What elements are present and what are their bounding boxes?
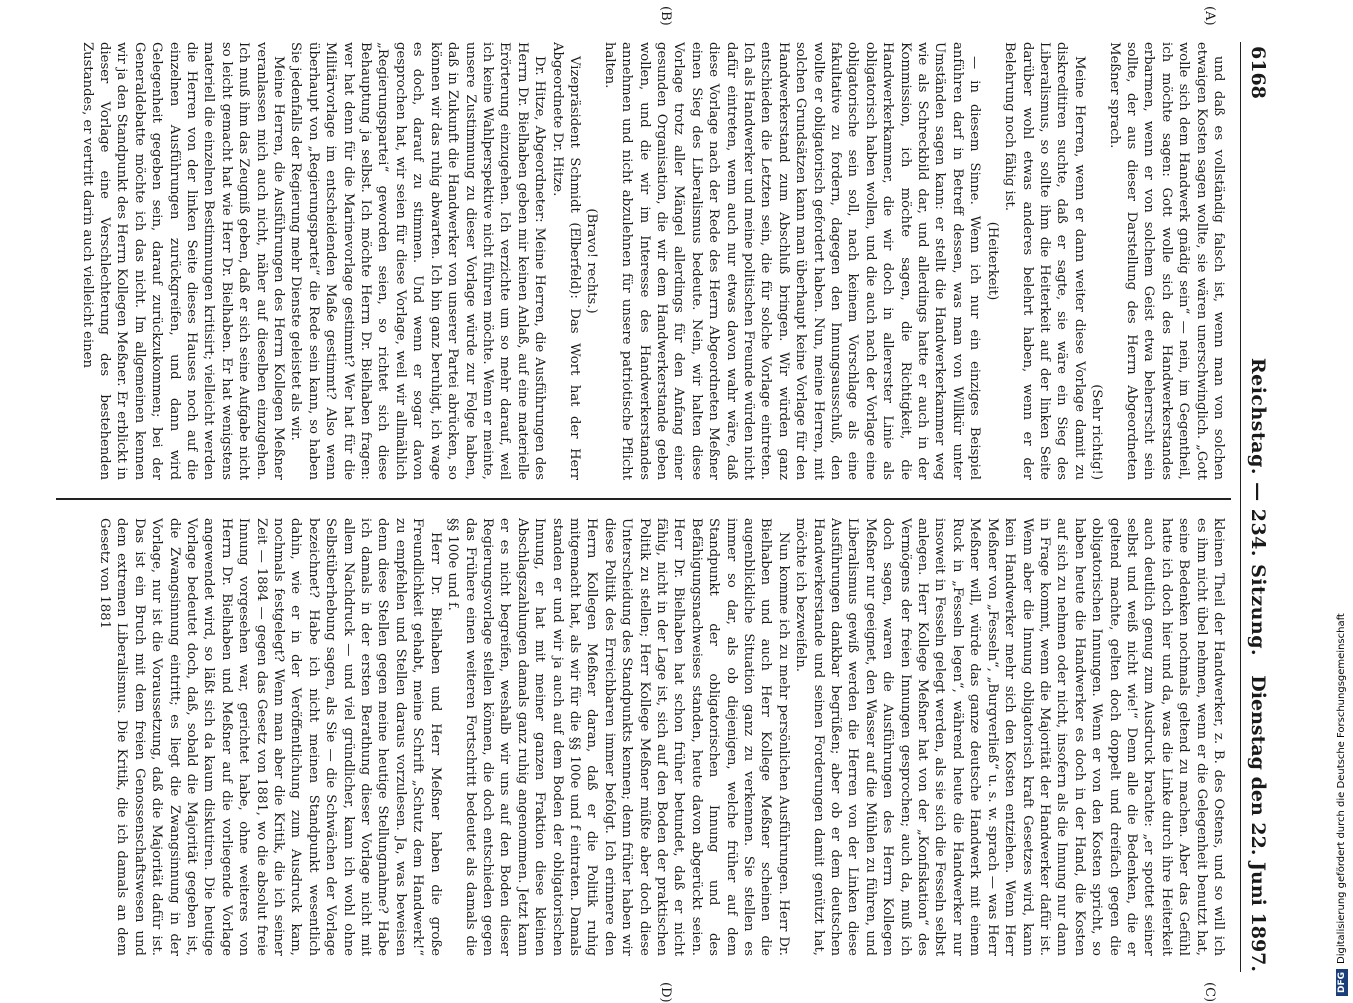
speaker-paragraph: Vizepräsident Schmidt (Elberfeld): Das Wort hat der Herr Abgeordnete Dr. Hitze. [549, 42, 582, 480]
margin-mark-b: (B) [658, 6, 673, 26]
running-head: Reichstag. — 234. Sitzung. [1247, 357, 1269, 657]
paragraph: Meine Herren, wenn er dann weiter diese Vorlage damit zu diskreditiren suchte, daß er sagte, sie wäre ein Sieg des Liberalismus, so sollte ihm die Heiterkeit auf der linken Seite darüber wohl etwas anderes belehrt haben, wenn er der Belehrung noch fähig ist. [1002, 42, 1087, 480]
interjection: (Heiterkeit) [984, 221, 1000, 301]
speaker-paragraph: Dr. Hitze, Abgeordneter: Meine Herren, die Ausführungen des Herrn Dr. Bielhaben geben mir keinen Anlaß, auf eine materielle Erörterung einzugehen. Ich verzichte um so mehr darauf, weil ich keine Wahlperspektive nicht führen möchte. Wenn er meinte, unsere Zustimmung zu dieser Vorlage würde zur Folge haben, daß in Zukunft die Handwerker von unserer Partei abrücken, so können wir das ruhig abwarten. Ich bin ganz beruhigt, ich wage es doch, darauf zu stimmen. Und wenn er sogar davon gesprochen hat, wir seien für diese Vorlage, weil wir allmählich „Regierungspartei“ geworden seien, so richtet sich diese Behauptung ja selbst. Ich möchte Herrn Dr. Bielhaben fragen: wer hat denn für die Marinevorlage gestimmt? Wer hat für die Militärvorlage im entscheidenden Maße gestimmt? Also wenn überhaupt von „Regierungspartei“ die Rede sein kann, so haben Sie jedenfalls der Regierung mehr Dienste geleistet als wir. [288, 42, 548, 480]
page-header [1240, 42, 1273, 972]
margin-mark-d: (D) [658, 982, 673, 1003]
margin-mark-a: (A) [1202, 6, 1217, 26]
page-number: 6168 [1247, 46, 1269, 99]
paragraph: Herr Dr. Bielhaben und Herr Meßner haben die große Freundlichkeit gehabt, meine Schrift „Schutz dem Handwerk!“ zu empfehlen und Stellen daraus vorzulesen. Ja, was beweisen denn diese Stellen gegen meine heutige Stellungnahme? Habe ich damals in der ersten Berathung dieser Vorlage nicht mit allem Nachdruck — und viel gründlicher, kann ich wohl ohne Selbstüberhebung sagen, als Sie — die Schwächen der Vorlage bezeichnet? Habe ich nicht meinen Standpunkt wesentlich dahin, wie er in der Veröffentlichung zum Ausdruck kam, nochmals festgelegt? Wenn man aber die Kritik, die ich seiner Zeit — 1884 — gegen das Gesetz von 1881, wo die absolut freie Innung vorgesehen war, gerichtet habe, ohne weiteres von Herrn Dr. Bielhaben und Meßner auf die vorliegende Vorlage angewendet wird, so läßt sich da kaum diskutiren. Die heutige Vorlage bedeutet doch, daß, sobald die Majorität gegeben ist, die Zwangsinnung eintritt; es liegt die Zwangsinnung in der Vorlage, nur ist die Voraussetzung, daß die Majorität dafür ist. Das ist ein Bruch mit dem freien Genossenschaftswesen und dem extremen Liberalismus. Die Kritik, die ich damals an dem Gesetz von 1881 [97, 518, 443, 956]
interjection: (Bravo! rechts.) [584, 208, 600, 314]
left-column [57, 42, 1227, 480]
interjection: (Sehr richtig!) [1089, 384, 1105, 480]
issue-date: Dienstag den 22. Juni 1897. [1247, 675, 1269, 972]
column-divider [56, 498, 1231, 500]
paragraph: kleinen Theil der Handwerker, z. B. des Ostens, und so will ich es ihm nicht übel nehmen, wenn er die Gelegenheit benutzt hat, seine Bedenken nochmals geltend zu machen. Aber das Gefühl hatte ich doch hier und da, was die Linke durch ihre Heiterkeit auch deutlich genug zum Ausdruck brachte: „er spottet seiner selbst und weiß nicht wie!“ Denn alle die Bedenken, die er geltend machte, gelten doch doppelt und dreifach gegen die obligatorischen Innungen. Wenn er von den Kosten spricht, so haben heute die Handwerker es doch in der Hand, die Kosten auf sich zu nehmen oder nicht, insofern als die Innung nur dann in Frage kommt, wenn die Majorität der Handwerker dafür ist. Wenn aber die Innung obligatorisch kraft Gesetzes wird, kann kein Handwerker mehr sich den Kosten entziehen. Wenn Herr Meßner von „Fesseln“, „Burgverließ“ u. s. w. sprach — was Herr Meßner will, würde das ganze deutsche Handwerk mit einem Ruck in „Fesseln legen“, während heute die Handwerker nur insoweit in Fesseln gelegt werden, als sie sich die Fesseln selbst anlegen. Herr Kollege Meßner hat von der „Konfiskation“ des Vermögens der freien Innungen gesprochen; auch da, muß ich doch sagen, waren die Ausführungen des Herrn Kollegen Meßner nur geeignet, den Wasser auf die Mühlen zu führen, und Liberalismus gewiß werden die Herren von der Linken diese Ausführungen dankbar begrüßen; aber ob er dem deutschen Handwerkerstande und seinen Forderungen damit genützt hat, möchte ich bezweifeln. [793, 518, 1226, 956]
margin-mark-c: (C) [1202, 982, 1217, 1003]
paragraph: Meine Herren, die Ausführungen des Herrn Kollegen Meßner veranlassen mich auch nicht, näher auf dieselben einzugehen. Ich muß ihm das Zeugniß geben, daß er sich seine Aufgabe nicht so leicht gemacht hat wie Herr Dr. Bielhaben. Er hat wenigstens materiell die einzelnen Bestimmungen kritisirt; vielleicht werden die Herren von der linken Seite dieses Hauses noch auf die einzelnen Ausführungen zurückgreifen, und dann wird Gelegenheit gegeben sein, darauf zurückzukommen; bei der Generaldebatte möchte ich das nicht. Im allgemeinen kennen wir ja den Standpunkt des Herrn Kollegen Meßner. Er erblickt in dieser Vorlage eine Verschlechterung des bestehenden Zustandes, er vertritt darin auch vielleicht einen [79, 42, 287, 480]
digitization-footer [1330, 0, 1353, 1000]
dfg-logo-icon: DFG [1336, 969, 1348, 996]
paragraph: Nun komme ich zu mehr persönlichen Ausführungen. Herr Dr. Bielhaben und auch Herr Kollege Meßner scheinen die augenblickliche Situation ganz zu verkennen. Sie stellen es immer so dar, als ob diejenigen, welche früher auf dem Standpunkt der obligatorischen Innung und des Befähigungsnachweises standen, heute davon abgerückt seien. Herr Dr. Bielhaben hat schon früher betundet, daß er nicht fähig, nicht in der Lage ist, sich auf den Boden der praktischen Politik zu stellen; Herr Kollege Meßner müßte aber doch diese Unterscheidung des Standpunkts kennen; denn früher haben wir diese Politik des Erreichbaren immer befolgt. Ich erinnere den Herrn Kollegen Meßner daran, daß er die Politik ruhig mitgemacht hat, als wir für die §§ 100e und f eintraten. Damals standen er und wir ja auch auf dem Boden der obligatorischen Innung, er hat mit meiner ganzen Fraktion diese kleinen Abschlagszahlungen damals ganz ruhig angenommen. Jetzt kann er es nicht begreifen, weshalb wir uns auf den Boden dieser Regierungsvorlage stellen können, die doch entschieden gegen das Frühere einen weiteren Fortschritt bedeutet als damals die §§ 100e und f. [445, 518, 791, 956]
right-column [57, 518, 1227, 956]
footer-text: Digitalisierung gefördert durch die Deutsche Forschungsgemeinschaft [1336, 613, 1347, 964]
paragraph: — in diesem Sinne. Wenn ich nur ein einziges Beispiel anführen darf in Betreff dessen, was man von Willkür unter Umständen sagen kann: er stellt die Handwerkerkammer weg wie als Schreckbild dar, und allerdings hatte er auch in der Kommission, ich möchte sagen, die Richtigkeit, die Handwerkerkammer, die wir doch in allererster Linie als obligatorisch haben wollen, und die auch nach der Vorlage eine obligatorische sein soll, nach keinem Vorschlage als eine fakultative zu fordern, dagegen den Innungsausschuß, den wollte er obligatorisch gefordert haben. Nun, meine Herren, mit solchen Grundsätzen kann man überhaupt keine Vorlage für den Handwerkerstand zum Abschluß bringen. Wir würden ganz entschieden die Letzten sein, die für solche Vorlage eintreten. Ich als Handwerker und meine politischen Freunde würden nicht dafür eintreten, wenn auch nur etwas davon wahr wäre, daß diese Vorlage nach der Rede des Herrn Abgeordneten Meßner einen Sieg des Liberalismus bedeute. Nein, wir halten diese Vorlage trotz aller Mängel allerdings für den Anfang einer gesunden Organisation, die wir dem Handwerkerstande geben wollen, und die wir im Interesse des Handwerkerstandes annehmen und nicht abzulehnen für unsere patriotische Pflicht halten. [601, 42, 983, 480]
newspaper-page [53, 6, 1273, 1003]
paragraph: und daß es vollständig falsch ist, wenn man von solchen etwaigen Kosten sagen wollte, sie wären unerschwinglich. „Gott wolle sich dem Handwerk gnädig sein“ — nein, im Gegentheil, ich möchte sagen: Gott wolle sich des Handwerkerstandes erbarmen, wenn er von solchem Geist etwa beherrscht sein sollte, der aus dieser Darstellung des Herrn Abgeordneten Meßner sprach. [1106, 42, 1226, 480]
